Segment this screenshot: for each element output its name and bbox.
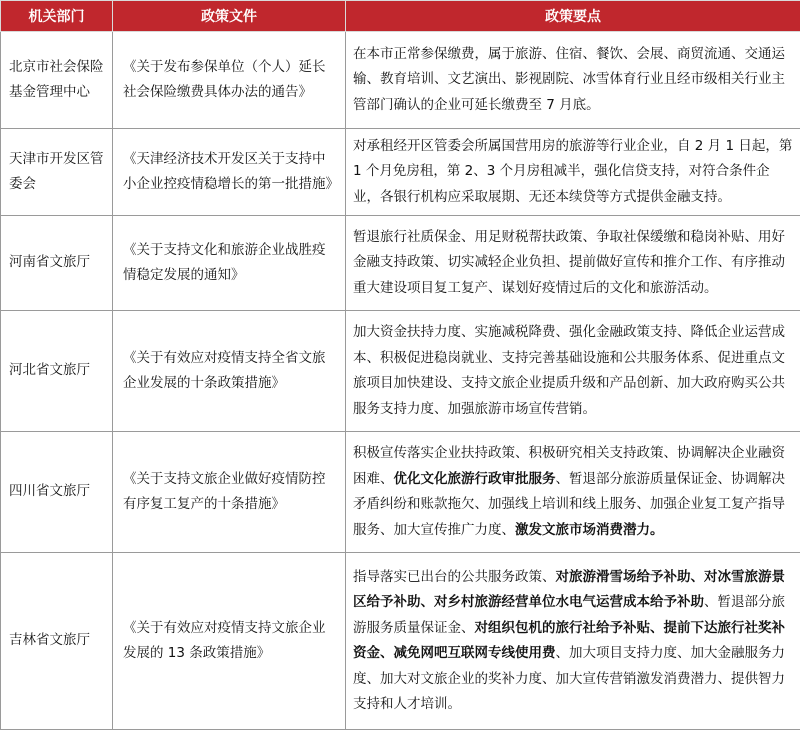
- document-cell: 《关于有效应对疫情支持全省文旅企业发展的十条政策措施》: [113, 311, 346, 432]
- point-text: 暂退旅行社质保金、用足财税帮扶政策、争取社保缓缴和稳岗补贴、用好金融支持政策、切实减轻企业负担、提前做好宣传和推介工作、有序推动重大建设项目复工复产、谋划好疫情过后的文化和旅游活动。: [353, 228, 785, 296]
- table-row: [1, 553, 800, 730]
- agency-cell: 天津市开发区管委会: [1, 129, 113, 216]
- agency-cell: 河北省文旅厅: [1, 311, 113, 432]
- table-row: [1, 311, 800, 432]
- header-points: 政策要点: [346, 1, 800, 32]
- agency-cell: 吉林省文旅厅: [1, 553, 113, 730]
- agency-cell: 四川省文旅厅: [1, 432, 113, 553]
- document-cell: 《关于支持文旅企业做好疫情防控有序复工复产的十条措施》: [113, 432, 346, 553]
- point-text-bold: 对组织包机的旅行社给予补贴、提前下达旅行社奖补资金、减免网吧互联网专线使用费: [353, 619, 785, 661]
- point-text: 积极宣传落实企业扶持政策、积极研究相关支持政策、协调解决企业融资困难、: [353, 445, 785, 487]
- agency-cell: 河南省文旅厅: [1, 216, 113, 311]
- point-text: 、暂退部分旅游服务质量保证金、: [353, 594, 785, 636]
- point-text-bold: 对旅游滑雪场给予补助、对冰雪旅游景区给予补助、对乡村旅游经营单位水电气运营成本给予补助: [353, 568, 785, 610]
- point-text: 加大资金扶持力度、实施减税降费、强化金融政策支持、降低企业运营成本、积极促进稳岗就业、支持完善基础设施和公共服务体系、促进重点文旅项目加快建设、支持文旅企业提质升级和产品创新、加大政府购买公共服务支持力度、加强旅游市场宣传营销。: [353, 324, 785, 417]
- document-cell: 《关于发布参保单位（个人）延长社会保险缴费具体办法的通告》: [113, 32, 346, 129]
- header-row: [1, 1, 800, 32]
- point-text: 、加大项目支持力度、加大金融服务力度、加大对文旅企业的奖补力度、加大宣传营销激发消费潜力、提供智力支持和人才培训。: [353, 645, 785, 712]
- point-text-bold: 优化文化旅游行政审批服务: [393, 470, 556, 487]
- document-cell: 《关于支持文化和旅游企业战胜疫情稳定发展的通知》: [113, 216, 346, 311]
- points-cell: [346, 432, 800, 553]
- point-text: 在本市正常参保缴费，属于旅游、住宿、餐饮、会展、商贸流通、交通运输、教育培训、文艺演出、影视剧院、冰雪体育行业且经市级相关行业主管部门确认的企业可延长缴费至 7 月底。: [353, 45, 785, 113]
- table-row: [1, 32, 800, 129]
- point-text: 、暂退部分旅游质量保证金、协调解决矛盾纠纷和账款拖欠、加强线上培训和线上服务、加强企业复工复产指导服务、加大宣传推广力度、: [353, 470, 785, 538]
- points-cell: [346, 32, 800, 129]
- point-text-bold: 激发文旅市场消费潜力。: [515, 521, 664, 538]
- document-cell: 《天津经济技术开发区关于支持中小企业控疫情稳增长的第一批措施》: [113, 129, 346, 216]
- header-agency: 机关部门: [1, 1, 113, 32]
- points-cell: [346, 553, 800, 730]
- point-text: 指导落实已出台的公共服务政策、: [353, 568, 556, 585]
- agency-cell: 北京市社会保险基金管理中心: [1, 32, 113, 129]
- table-row: [1, 216, 800, 311]
- point-text: 对承租经开区管委会所属国营用房的旅游等行业企业，自 2 月 1 日起，第 1 个月免房租，第 2、3 个月房租减半，强化信贷支持，对符合条件企业，各银行机构应采取展期、无还本续贷等方式提供金融支持。: [353, 137, 793, 205]
- table-row: [1, 129, 800, 216]
- header-document: 政策文件: [113, 1, 346, 32]
- points-cell: [346, 216, 800, 311]
- document-cell: 《关于有效应对疫情支持文旅企业发展的 13 条政策措施》: [113, 553, 346, 730]
- table-row: [1, 432, 800, 553]
- points-cell: [346, 129, 800, 216]
- points-cell: [346, 311, 800, 432]
